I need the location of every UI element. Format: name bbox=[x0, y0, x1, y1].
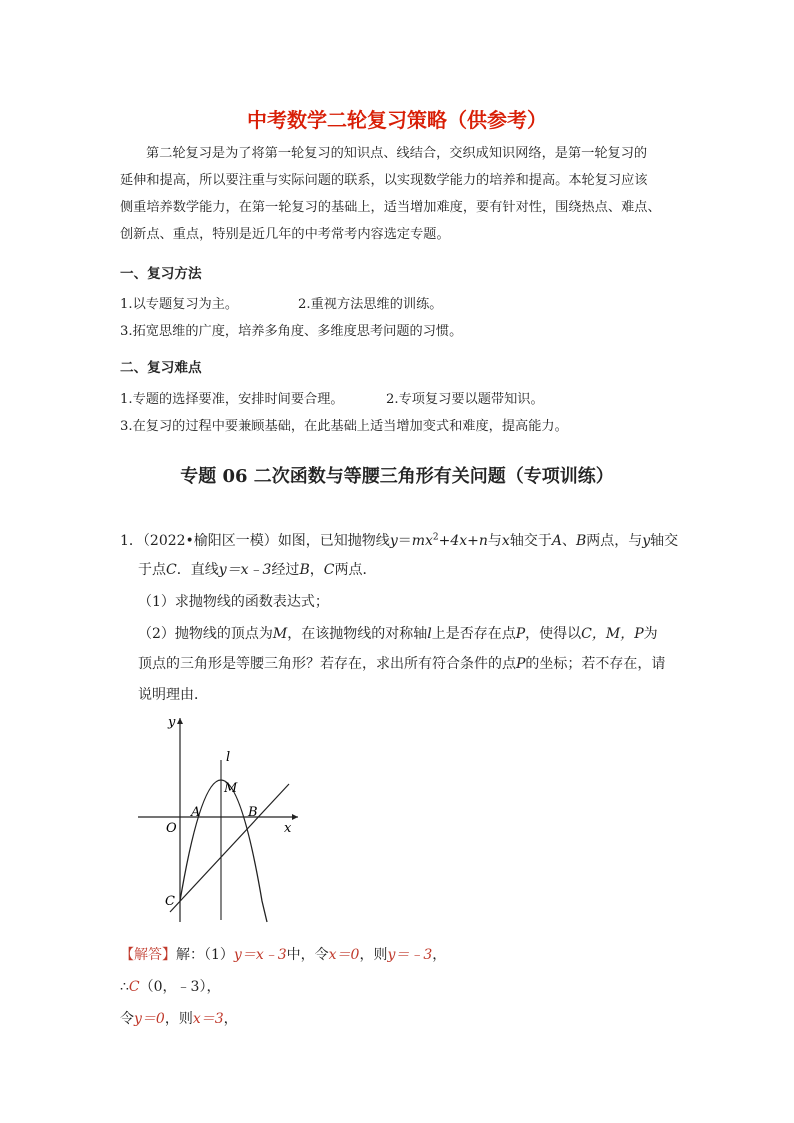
section-heading-methods: 一、复习方法 bbox=[120, 266, 202, 282]
question-part-2-line-3: 说明理由． bbox=[138, 687, 208, 703]
label-A: A bbox=[191, 805, 201, 820]
question-line-1 bbox=[120, 530, 678, 550]
line-bc bbox=[170, 784, 289, 912]
difficulty-item-2: 2.专项复习要以题带知识。 bbox=[386, 392, 544, 407]
page-title: 中考数学二轮复习策略（供参考） bbox=[247, 108, 547, 132]
question-text: 于点 bbox=[138, 562, 166, 578]
question-text: 轴交 bbox=[650, 533, 679, 549]
math-expr: x＝3 bbox=[192, 1011, 224, 1027]
math-var: P bbox=[515, 626, 526, 642]
question-text: ．直线 bbox=[176, 562, 219, 578]
math-var: mx bbox=[411, 533, 433, 549]
question-text: 、 bbox=[561, 533, 576, 549]
label-O: O bbox=[166, 821, 177, 836]
math-op: ＝ bbox=[397, 533, 412, 549]
label-y: y bbox=[168, 715, 176, 730]
math-expr: y＝﹣3 bbox=[387, 947, 433, 963]
question-source: （2022•榆阳区一模） bbox=[142, 533, 278, 549]
parabola-curve bbox=[180, 780, 267, 922]
question-number: 1． bbox=[120, 533, 143, 549]
question-text: 的坐标；若不存在，请 bbox=[525, 656, 666, 672]
method-item-3: 3.拓宽思维的广度，培养多角度、多维度思考问题的习惯。 bbox=[120, 324, 463, 339]
question-line-2 bbox=[138, 559, 376, 579]
question-text: ，在该抛物线的对称轴 bbox=[287, 626, 428, 642]
answer-line-3 bbox=[120, 1008, 238, 1028]
answer-text: 中，令 bbox=[286, 947, 329, 963]
answer-text: ， bbox=[432, 947, 447, 963]
math-var: A bbox=[551, 533, 562, 549]
label-x: x bbox=[284, 821, 292, 836]
math-var: l bbox=[427, 626, 432, 642]
answer-line-1 bbox=[120, 944, 446, 964]
section-heading-difficulties: 二、复习难点 bbox=[120, 360, 202, 376]
difficulty-item-3: 3.在复习的过程中要兼顾基础，在此基础上适当增加变式和难度，提高能力。 bbox=[120, 419, 568, 434]
math-var: P bbox=[516, 656, 526, 672]
y-axis-arrow bbox=[177, 718, 183, 724]
question-text: 轴交于 bbox=[509, 533, 552, 549]
math-exponent: 2 bbox=[432, 532, 439, 543]
label-M: M bbox=[224, 781, 238, 796]
answer-text: 令 bbox=[120, 1011, 134, 1027]
question-text: 上是否存在点 bbox=[431, 626, 516, 642]
answer-text: ， bbox=[223, 1011, 238, 1027]
question-part-2-line-1 bbox=[138, 623, 658, 643]
math-var: M bbox=[272, 626, 288, 642]
question-text: 与 bbox=[487, 533, 502, 549]
label-B: B bbox=[248, 805, 258, 820]
x-axis-arrow bbox=[292, 814, 298, 820]
question-text: 经过 bbox=[271, 562, 300, 578]
answer-line-2 bbox=[120, 976, 220, 996]
answer-text: ，则 bbox=[359, 947, 388, 963]
special-topic-title: 专题 06 二次函数与等腰三角形有关问题（专项训练） bbox=[180, 466, 614, 487]
math-expr: y＝x﹣3 bbox=[218, 562, 272, 578]
intro-line-2: 延伸和提高，所以要注重与实际问题的联系，以实现数学能力的培养和提高。本轮复习应该 bbox=[120, 173, 648, 188]
label-l: l bbox=[226, 750, 231, 765]
answer-text: ∴ bbox=[120, 979, 129, 995]
intro-line-3: 侧重培养数学能力，在第一轮复习的基础上，适当增加难度，要有针对性，围绕热点、难点、 bbox=[120, 200, 661, 215]
math-expr: C，M，P bbox=[581, 626, 644, 642]
question-text: 为 bbox=[643, 626, 658, 642]
method-item-2: 2.重视方法思维的训练。 bbox=[298, 297, 443, 312]
answer-text: ，则 bbox=[164, 1011, 193, 1027]
question-text: ， bbox=[309, 562, 324, 578]
method-item-1: 1.以专题复习为主。 bbox=[120, 297, 239, 312]
math-var: B bbox=[575, 533, 587, 549]
question-text: 如图，已知抛物线 bbox=[277, 533, 390, 549]
math-var: B bbox=[299, 562, 310, 578]
question-part-2-line-2 bbox=[138, 653, 665, 673]
question-text: ，使得以 bbox=[525, 626, 582, 642]
intro-line-1: 第二轮复习是为了将第一轮复习的知识点、线结合，交织成知识网络，是第一轮复习的 bbox=[146, 146, 648, 161]
question-part-1: （1）求抛物线的函数表达式； bbox=[138, 594, 329, 610]
math-expr: y＝x﹣3 bbox=[233, 947, 287, 963]
math-var: C bbox=[166, 562, 177, 578]
math-var: C bbox=[323, 562, 335, 578]
answer-text: 解：（1） bbox=[176, 947, 234, 963]
question-text: （2）抛物线的顶点为 bbox=[138, 626, 273, 642]
math-expr: x＝0 bbox=[328, 947, 360, 963]
math-var: y bbox=[642, 533, 651, 549]
label-C: C bbox=[165, 894, 175, 909]
math-expr: +4x+n bbox=[438, 533, 488, 549]
math-var: y bbox=[389, 533, 398, 549]
parabola-figure bbox=[136, 712, 302, 924]
answer-tag: 【解答】 bbox=[120, 947, 176, 963]
math-expr: y＝0 bbox=[134, 1011, 165, 1027]
question-text: 两点． bbox=[334, 562, 377, 578]
math-var: C bbox=[128, 979, 140, 995]
math-var: x bbox=[501, 533, 510, 549]
question-text: 顶点的三角形是等腰三角形？若存在，求出所有符合条件的点 bbox=[138, 656, 516, 672]
answer-text: （0，﹣3）， bbox=[139, 979, 221, 995]
question-text: 两点，与 bbox=[586, 533, 643, 549]
difficulty-item-1: 1.专题的选择要准，安排时间要合理。 bbox=[120, 392, 344, 407]
intro-line-4: 创新点、重点，特别是近几年的中考常考内容选定专题。 bbox=[120, 227, 450, 242]
